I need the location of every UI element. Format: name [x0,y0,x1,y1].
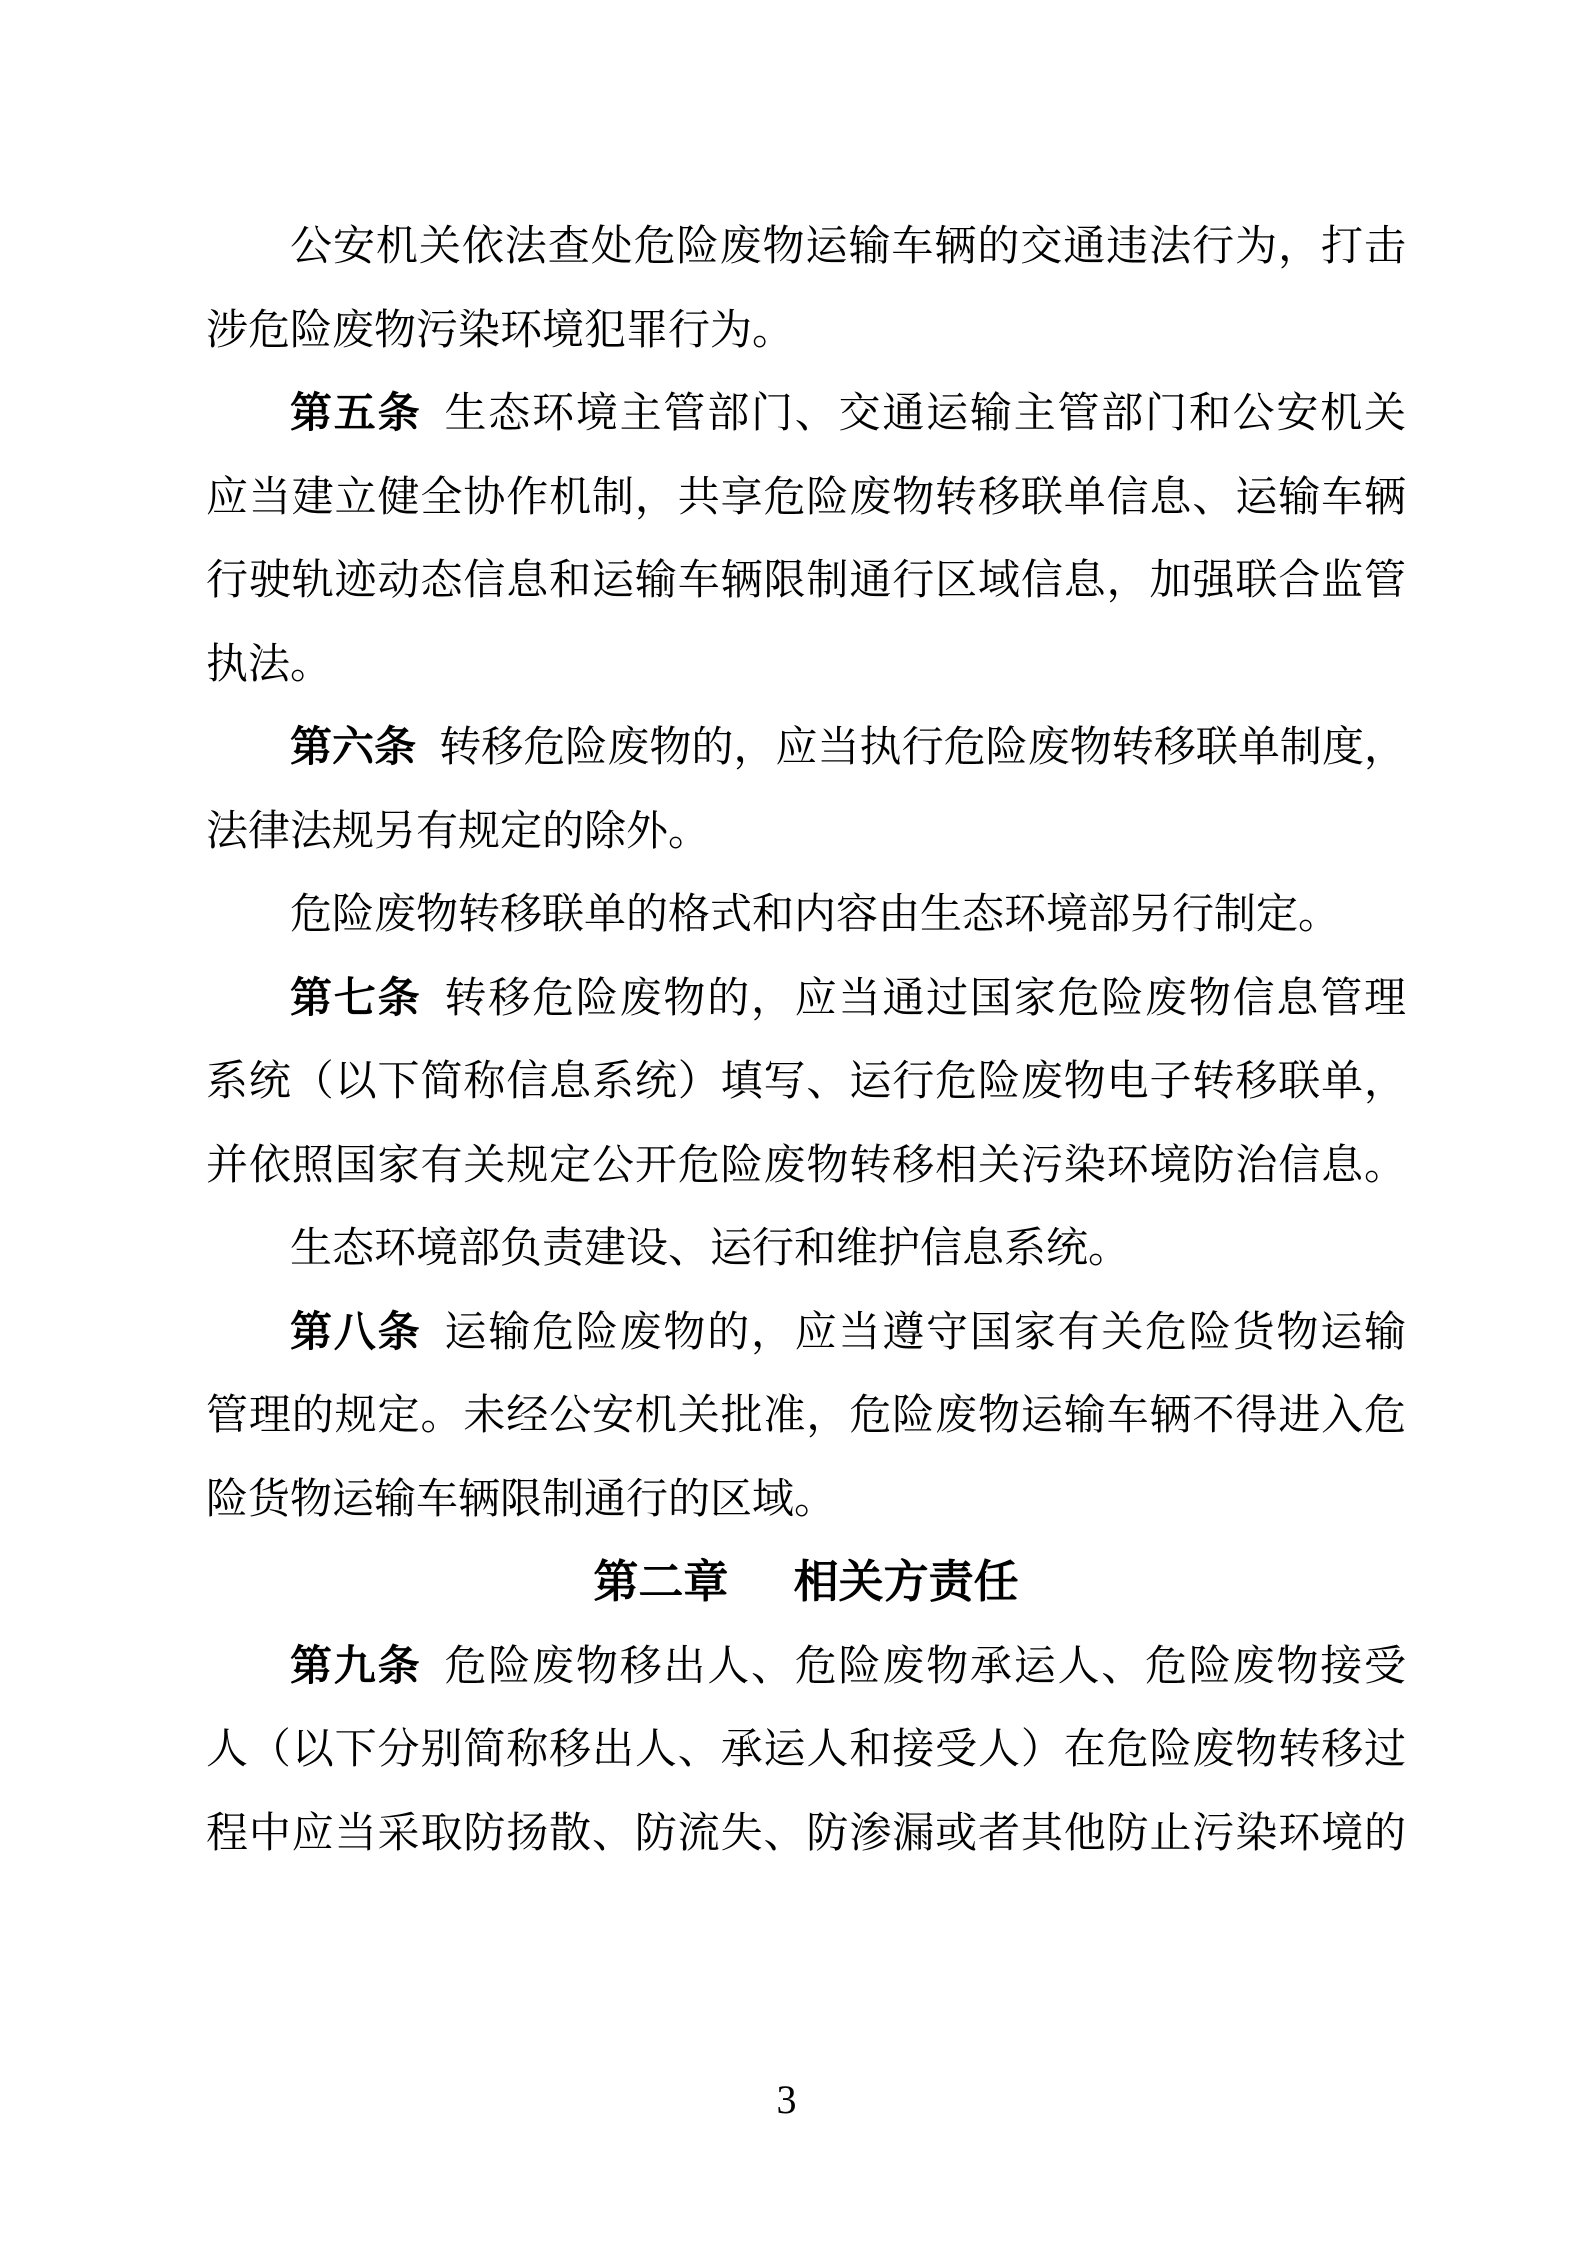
text-line-content: 管理的规定。未经公安机关批准，危险废物运输车辆不得进入危 [206,1390,1406,1439]
text-line-content: 危险废物移出人、危险废物承运人、危险废物接受 [444,1640,1406,1690]
text-line-content: 系统（以下简称信息系统）填写、运行危险废物电子转移联单， [206,1056,1406,1105]
text-line [206,288,1406,372]
text-line [206,204,1406,288]
text-line-content: 执法。 [206,638,333,688]
text-line [206,1707,1406,1791]
text-line-content: 生态环境主管部门、交通运输主管部门和公安机关 [444,388,1406,437]
text-line [206,371,1406,455]
text-line-content: 险货物运输车辆限制通行的区域。 [206,1473,837,1523]
text-line-content: 法律法规另有规定的除外。 [206,805,711,855]
page-number: 3 [776,2077,797,2122]
text-line-content: 生态环境部负责建设、运行和维护信息系统。 [290,1223,1131,1272]
chapter-title: 相关方责任 [793,1555,1019,1608]
text-line-content: 运输危险废物的，应当遵守国家有关危险货物运输 [444,1306,1406,1356]
article-number-label: 第七条 [290,972,422,1022]
text-line-content: 应当建立健全协作机制，共享危险废物转移联单信息、运输车辆 [206,471,1406,521]
text-line-content: 转移危险废物的，应当通过国家危险废物信息管理 [444,972,1406,1022]
text-line [206,1373,1406,1457]
text-line-content: 人（以下分别简称移出人、承运人和接受人）在危险废物转移过 [206,1724,1406,1773]
text-line-content: 公安机关依法查处危险废物运输车辆的交通违法行为，打击 [290,221,1406,270]
article-number-label: 第九条 [290,1640,422,1690]
text-line-content: 程中应当采取防扬散、防流失、防渗漏或者其他防止污染环境的 [206,1807,1406,1857]
text-line [206,956,1406,1040]
text-line [206,872,1406,956]
text-line [206,1123,1406,1207]
text-line [206,1791,1406,1875]
text-line [206,455,1406,539]
text-line [206,789,1406,873]
text-line-content: 转移危险废物的，应当执行危险废物转移联单制度， [439,722,1406,771]
text-line-content: 行驶轨迹动态信息和运输车辆限制通行区域信息，加强联合监管 [206,555,1406,604]
text-line-content: 涉危险废物污染环境犯罪行为。 [206,304,795,354]
chapter-heading [206,1540,1406,1624]
text-line [206,622,1406,706]
text-line-content: 危险废物转移联单的格式和内容由生态环境部另行制定。 [290,889,1341,938]
article-number-label: 第五条 [290,388,422,437]
text-line [206,538,1406,622]
text-line [206,1290,1406,1374]
text-line [206,1206,1406,1290]
text-line-content: 并依照国家有关规定公开危险废物转移相关污染环境防治信息。 [206,1139,1406,1189]
article-number-label: 第八条 [290,1306,422,1356]
text-line [206,705,1406,789]
text-line [206,1457,1406,1541]
text-line [206,1039,1406,1123]
article-number-label: 第六条 [290,722,417,771]
document-body [206,204,1406,1874]
text-line [206,1624,1406,1708]
chapter-number-label: 第二章 [593,1555,729,1608]
